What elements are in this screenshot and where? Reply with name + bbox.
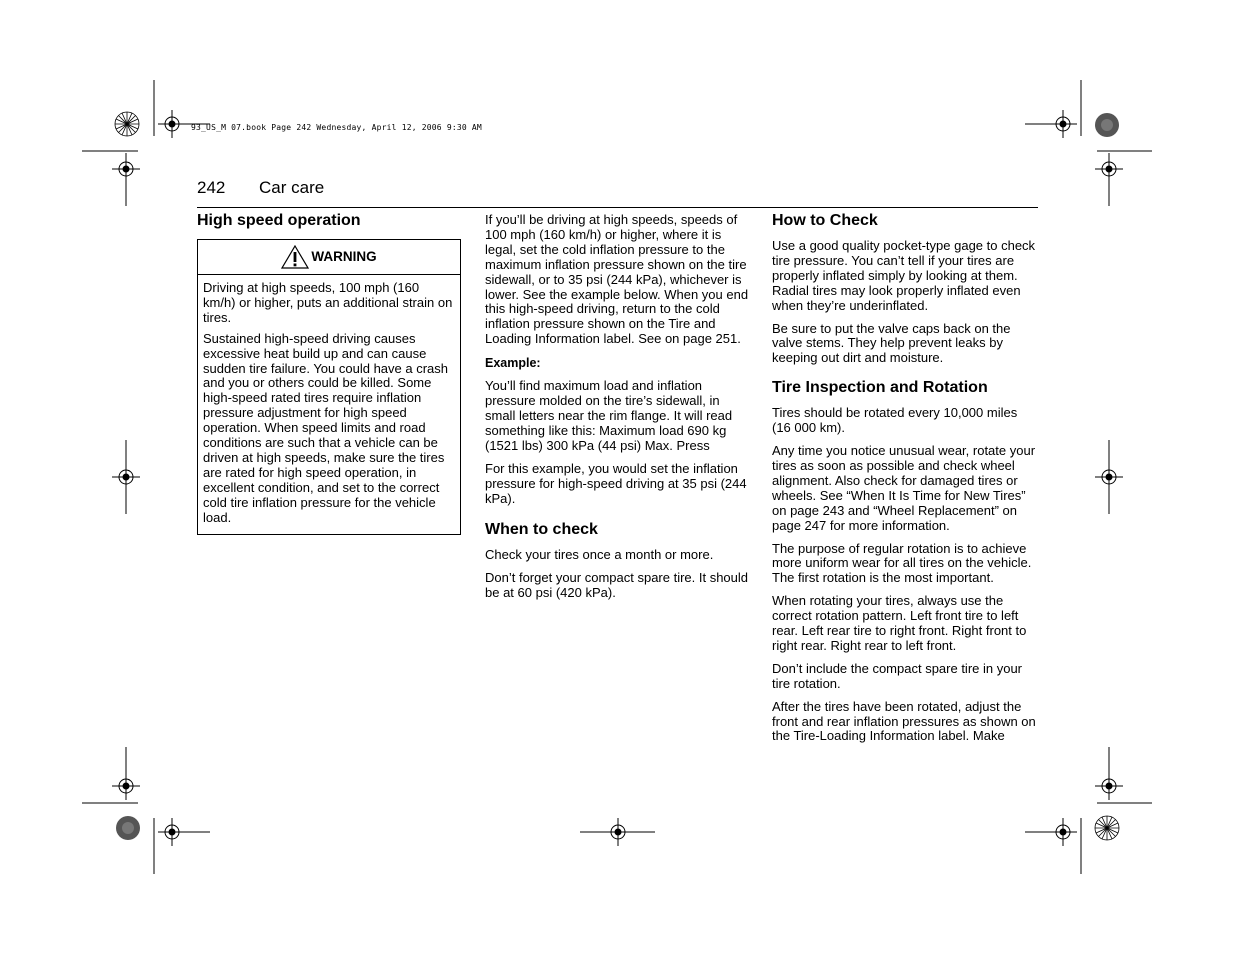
warning-box [197,239,461,535]
warning-text-1: Driving at high speeds, 100 mph (160 km/h) or higher, puts an additional strain on tires. [203,280,453,325]
warning-label: WARNING [311,248,377,264]
section-title: Car care [259,178,325,197]
warning-triangle-icon [281,245,309,269]
column-1 [197,211,463,535]
warning-text-2: Sustained high-speed driving causes excessive heat build up and can cause sudden tire failure. You could have a crash and you or others could be killed. Some high-speed rated tires require inflation pressure adjustment for high speed operation. When speed limits and road conditions are such that a vehicle can be driven at high speeds, make sure the tires are rated for high speed operation, in excellent condition, and set to the correct cold tire inflation pressure for the vehicle load. [203,330,449,525]
warning-header [198,240,460,275]
tire-inspection-heading: Tire Inspection and Rotation [772,379,988,397]
when-to-check-heading: When to check [485,521,598,539]
warning-body [198,275,460,534]
how-to-check-heading: How to Check [772,212,878,229]
valve-caps-paragraph: Be sure to put the valve caps back on the valve stems. They help prevent leaks by keeping out dirt and moisture. [772,320,1011,366]
spare-tire-paragraph: Don’t forget your compact spare tire. It should be at 60 psi (420 kPa). [485,570,749,601]
rotation-pattern-paragraph: When rotating your tires, always use the correct rotation pattern. Left front tire to left rear. Left rear tire to right front. Right front to right rear. Right rear to left front. [772,593,1027,653]
column-3 [772,211,1038,752]
example-result-paragraph: For this example, you would set the inflation pressure for high-speed driving at 35 psi (244 kPa). [485,460,747,506]
rotation-interval-paragraph: Tires should be rotated every 10,000 miles (16 000 km). [772,405,1018,436]
unusual-wear-paragraph: Any time you notice unusual wear, rotate your tires as soon as possible and check wheel alignment. Also check for damaged tires or wheels. See “When It Is Time for New Tires” on page 243 and “Wheel Replacement” on page 247 for more information. [772,443,1036,533]
example-paragraph: You’ll find maximum load and inflation pressure molded on the tire’s sidewall, in small letters near the rim flange. It will read something like this: Maximum load 690 kg (1521 lbs) 300 kPa (44 psi) Max. Press [485,378,733,453]
check-monthly-paragraph: Check your tires once a month or more. [485,547,714,563]
after-rotation-paragraph: After the tires have been rotated, adjust the front and rear inflation pressures as shown on the Tire-Loading Information label. Make [772,698,1036,744]
header-rule [197,207,1038,208]
page-number: 242 [197,178,226,197]
high-speed-paragraph: If you’ll be driving at high speeds, speeds of 100 mph (160 km/h) or higher, where it is legal, set the cold inflation pressure to the maximum inflation pressure shown on the tire sidewall, or to 35 psi (244 kPa), whichever is lower. See the example below. When you end this high-speed driving, return to the cold inflation pressure shown on the Tire and Loading Information label. See on page 251. [485,212,749,347]
gage-paragraph: Use a good quality pocket-type gage to check tire pressure. You can’t tell if your tires are properly inflated simply by looking at them. Radial tires may look properly inflated even when they’re underinflated. [772,238,1036,313]
column-2 [485,213,750,609]
example-label: Example: [485,356,541,371]
rotation-purpose-paragraph: The purpose of regular rotation is to achieve more uniform wear for all tires on the vehicle. The first rotation is the most important. [772,540,1032,586]
high-speed-heading: High speed operation [197,212,361,229]
print-slug: 93_US_M 07.book Page 242 Wednesday, April 12, 2006 9:30 AM [191,123,482,132]
spare-rotation-paragraph: Don’t include the compact spare tire in your tire rotation. [772,660,1023,691]
